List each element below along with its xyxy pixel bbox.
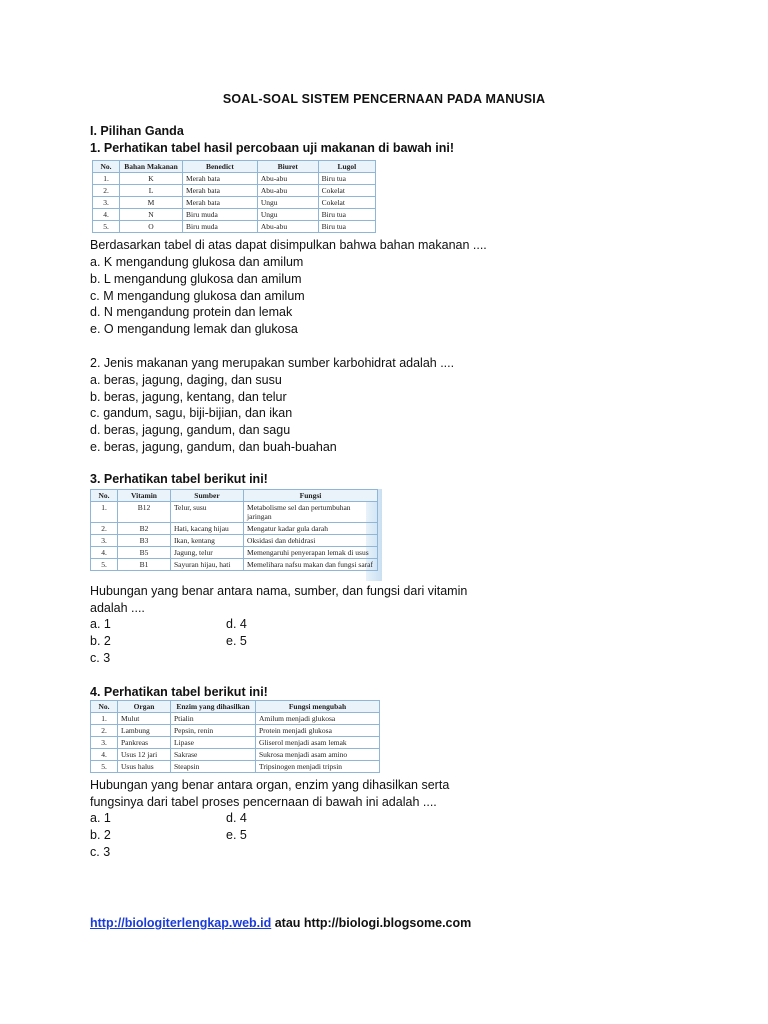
option-e: e. O mengandung lemak dan glukosa <box>90 322 298 336</box>
table-header-cell: Sumber <box>171 490 244 502</box>
table-cell: Cokelat <box>318 197 375 209</box>
table-row <box>91 535 378 547</box>
question-3-stem: 3. Perhatikan tabel berikut ini! <box>90 472 268 486</box>
table-cell: Merah bata <box>183 185 258 197</box>
option-a: a. 1 <box>90 617 111 631</box>
question-2-stem: 2. Jenis makanan yang merupakan sumber karbohidrat adalah .... <box>90 356 455 370</box>
table-row <box>93 197 376 209</box>
table-cell: Sakrase <box>171 749 256 761</box>
question-3-prompt: Hubungan yang benar antara nama, sumber, dan fungsi dari vitamin <box>90 584 468 598</box>
table-header-cell: Bahan Makanan <box>120 161 183 173</box>
table-cell: Jagung, telur <box>171 547 244 559</box>
table-cell: B1 <box>118 559 171 571</box>
table-cell: 3. <box>91 737 118 749</box>
table-cell: Ptialin <box>171 713 256 725</box>
table-cell: Biru muda <box>183 221 258 233</box>
table-row <box>91 713 380 725</box>
option-a: a. K mengandung glukosa dan amilum <box>90 255 304 269</box>
option-b: b. 2 <box>90 634 111 648</box>
table-row <box>91 547 378 559</box>
table-cell: Lambung <box>118 725 171 737</box>
option-a: a. 1 <box>90 811 111 825</box>
table-header-row <box>91 490 378 502</box>
table-cell: Biru tua <box>318 221 375 233</box>
table-cell: 5. <box>91 559 118 571</box>
table-cell: Biru tua <box>318 209 375 221</box>
table-header-row <box>93 161 376 173</box>
table-row <box>93 185 376 197</box>
table-header-cell: Fungsi <box>244 490 378 502</box>
table-cell: B2 <box>118 523 171 535</box>
table-header-row <box>91 701 380 713</box>
section-heading: I. Pilihan Ganda <box>90 124 184 138</box>
table-cell: Usus halus <box>118 761 171 773</box>
table-cell: 2. <box>91 725 118 737</box>
question-4-prompt: Hubungan yang benar antara organ, enzim yang dihasilkan serta <box>90 778 450 792</box>
table-header-cell: Benedict <box>183 161 258 173</box>
footer-text: atau http://biologi.blogsome.com <box>271 916 472 930</box>
option-a: a. beras, jagung, daging, dan susu <box>90 373 282 387</box>
table-cell: 1. <box>91 713 118 725</box>
table-cell: O <box>120 221 183 233</box>
table-cell: Sayuran hijau, hati <box>171 559 244 571</box>
table-cell: 4. <box>93 209 120 221</box>
table-cell: Ikan, kentang <box>171 535 244 547</box>
footer-link[interactable]: http://biologiterlengkap.web.id <box>90 916 272 930</box>
table-header-cell: Biuret <box>257 161 318 173</box>
table-cell: Sukrosa menjadi asam amino <box>256 749 380 761</box>
table-cell: Memengaruhi penyerapan lemak di usus <box>244 547 378 559</box>
table-cell: Pankreas <box>118 737 171 749</box>
table-cell: 2. <box>93 185 120 197</box>
table-row <box>91 559 378 571</box>
table-cell: Cokelat <box>318 185 375 197</box>
table-cell: Mulut <box>118 713 171 725</box>
table-cell: 5. <box>91 761 118 773</box>
table-cell: Abu-abu <box>257 185 318 197</box>
table-cell: Usus 12 jari <box>118 749 171 761</box>
question-3-prompt-cont: adalah .... <box>90 601 145 615</box>
table-header-cell: Organ <box>118 701 171 713</box>
option-d: d. beras, jagung, gandum, dan sagu <box>90 423 291 437</box>
table-cell: M <box>120 197 183 209</box>
table-cell: 4. <box>91 547 118 559</box>
table-cell: 3. <box>93 197 120 209</box>
question-1-stem: 1. Perhatikan tabel hasil percobaan uji makanan di bawah ini! <box>90 141 454 155</box>
table-cell: Oksidasi dan dehidrasi <box>244 535 378 547</box>
table-row <box>91 502 378 523</box>
table-row <box>93 209 376 221</box>
table-cell: L <box>120 185 183 197</box>
table-header-cell: No. <box>93 161 120 173</box>
table-header-cell: Lugol <box>318 161 375 173</box>
table-row <box>91 761 380 773</box>
table-cell: Merah bata <box>183 197 258 209</box>
table-cell: Pepsin, renin <box>171 725 256 737</box>
option-d: d. 4 <box>226 617 247 631</box>
option-c: c. gandum, sagu, biji-bijian, dan ikan <box>90 406 293 420</box>
table-row <box>93 221 376 233</box>
table-cell: 5. <box>93 221 120 233</box>
table-row <box>91 749 380 761</box>
footer <box>90 916 471 930</box>
table-header-cell: No. <box>91 701 118 713</box>
table-header-cell: Vitamin <box>118 490 171 502</box>
option-b: b. beras, jagung, kentang, dan telur <box>90 390 287 404</box>
table-row <box>91 725 380 737</box>
option-d: d. 4 <box>226 811 247 825</box>
table-cell: Tripsinogen menjadi tripsin <box>256 761 380 773</box>
table-cell: Gliserol menjadi asam lemak <box>256 737 380 749</box>
table-cell: Telur, susu <box>171 502 244 523</box>
option-e: e. 5 <box>226 828 247 842</box>
option-c: c. 3 <box>90 651 111 665</box>
table-cell: 4. <box>91 749 118 761</box>
table-cell: Metabolisme sel dan pertumbuhan jaringan <box>244 502 378 523</box>
table-cell: Protein menjadi glukosa <box>256 725 380 737</box>
question-1-prompt: Berdasarkan tabel di atas dapat disimpulkan bahwa bahan makanan .... <box>90 238 487 252</box>
table-cell: N <box>120 209 183 221</box>
table-cell: Ungu <box>257 197 318 209</box>
option-b: b. 2 <box>90 828 111 842</box>
table-cell: Memelihara nafsu makan dan fungsi saraf <box>244 559 378 571</box>
table-cell: 1. <box>93 173 120 185</box>
table-cell: B12 <box>118 502 171 523</box>
option-e: e. 5 <box>226 634 247 648</box>
table-header-cell: Enzim yang dihasilkan <box>171 701 256 713</box>
question-4-table <box>90 700 380 773</box>
option-c: c. M mengandung glukosa dan amilum <box>90 289 305 303</box>
table-header-cell: Fungsi mengubah <box>256 701 380 713</box>
question-4-prompt-cont: fungsinya dari tabel proses pencernaan di bawah ini adalah .... <box>90 795 437 809</box>
table-cell: 2. <box>91 523 118 535</box>
option-e: e. beras, jagung, gandum, dan buah-buahan <box>90 440 337 454</box>
option-b: b. L mengandung glukosa dan amilum <box>90 272 302 286</box>
table-cell: Lipase <box>171 737 256 749</box>
table-cell: Ungu <box>257 209 318 221</box>
table-cell: Hati, kacang hijau <box>171 523 244 535</box>
question-4-stem: 4. Perhatikan tabel berikut ini! <box>90 685 268 699</box>
question-3-table <box>90 489 378 571</box>
table-cell: 3. <box>91 535 118 547</box>
table-cell: B3 <box>118 535 171 547</box>
table-cell: Steapsin <box>171 761 256 773</box>
table-row <box>91 523 378 535</box>
table-header-cell: No. <box>91 490 118 502</box>
table-cell: K <box>120 173 183 185</box>
table-cell: Merah bata <box>183 173 258 185</box>
document-title: SOAL-SOAL SISTEM PENCERNAAN PADA MANUSIA <box>222 92 546 106</box>
table-cell: Biru muda <box>183 209 258 221</box>
option-d: d. N mengandung protein dan lemak <box>90 305 293 319</box>
table-cell: B5 <box>118 547 171 559</box>
question-1-table <box>92 160 376 233</box>
table-cell: 1. <box>91 502 118 523</box>
table-row <box>91 737 380 749</box>
option-c: c. 3 <box>90 845 111 859</box>
table-cell: Amilum menjadi glukosa <box>256 713 380 725</box>
table-cell: Mengatur kadar gula darah <box>244 523 378 535</box>
table-row <box>93 173 376 185</box>
table-cell: Abu-abu <box>257 173 318 185</box>
table-cell: Abu-abu <box>257 221 318 233</box>
table-cell: Biru tua <box>318 173 375 185</box>
